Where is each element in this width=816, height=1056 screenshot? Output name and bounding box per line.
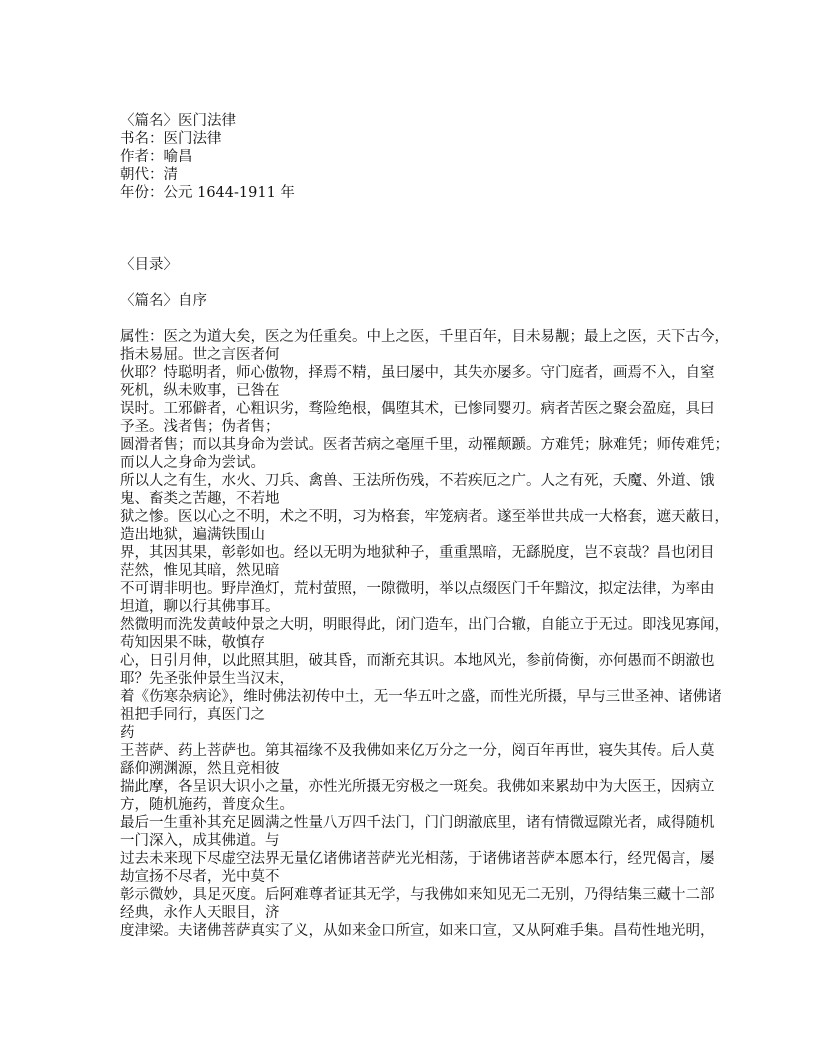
body-line: 茫然，惟见其暗，然见暗 [120,563,280,579]
body-line: 界，其因其果，彰彰如也。经以无明为地狱种子，重重黑暗，无繇脱度，岂不哀哉？昌也闭目 [120,545,715,561]
body-line: 着《伤寒杂病论》，维时佛法初传中土，无一华五叶之盛，而性光所摄，早与三世圣神、诸佛诸 [120,689,722,705]
body-line: 坦道，聊以行其佛事耳。 [120,599,280,615]
body-line: 所以人之有生，水火、刀兵、禽兽、王法所伤残，不若疾厄之广。人之有死，夭魔、外道、饿 [120,473,715,489]
body-line: 过去未来现下尽虚空法界无量亿诸佛诸菩萨光光相荡，于诸佛诸菩萨本愿本行，经咒偈言，屡 [120,851,715,867]
body-line: 误时。工邪僻者，心粗识劣，骛险绝根，偶堕其术，已惨同婴刃。病者苦医之聚会盈庭，具曰 [120,401,715,417]
body-line: 而以人之身命为尝试。 [120,455,265,471]
body-line: 然微明而洗发黄岐仲景之大明，明眼得此，闭门造车，出门合辙，自能立于无过。即浅见寡闻， [120,617,729,633]
body-line: 不可谓非明也。野岸渔灯，荒村萤照，一隙微明，举以点缀医门千年黯汶，拟定法律，为率由 [120,581,715,597]
body-line: 最后一生重补其充足圆满之性量八万四千法门，门门朗澈底里，诸有情微逗隙光者，咸得随机 [120,815,715,831]
body-line: 圆滑者售；而以其身命为尝试。医者苦病之毫厘千里，动罹颠踬。方难凭；脉难凭；师传难凭； [120,437,729,453]
book-name: 书名：医门法律 [120,131,222,147]
years: 年份：公元 1644-1911 年 [120,185,295,201]
metadata-block [120,112,700,202]
body-line: 死机，纵未败事，已咎在 [120,383,280,399]
body-line: 繇仰溯渊源，然且竞相彼 [120,761,280,777]
section-tag: 〈篇名〉自序 [120,293,207,309]
body-line: 祖把手同行，真医门之 [120,707,265,723]
body-line: 狱之惨。医以心之不明，术之不明，习为格套，牢笼病者。遂至举世共成一大格套，遮天蔽日， [120,509,729,525]
body-line: 耶？先圣张仲景生当汉末， [120,671,294,687]
document-page [120,112,729,940]
body-line: 苟知因果不昧，敬慎存 [120,635,265,651]
body-line: 一门深入，成其佛道。与 [120,833,280,849]
body-line: 指未易屈。世之言医者何 [120,347,280,363]
body-line: 药 [120,725,135,741]
toc-tag: 〈目录〉 [120,257,178,273]
body-line: 劫宣扬不尽者，光中莫不 [120,869,280,885]
body-line: 属性：医之为道大矣，医之为任重矣。中上之医，千里百年，目未易觏；最上之医，天下古今， [120,329,729,345]
body-line: 心，日引月伸，以此照其胆，破其昏，而渐充其识。本地风光，参前倚衡，亦何愚而不朗澈也 [120,653,715,669]
body-line: 揣此摩，各呈识大识小之量，亦性光所摄无穷极之一斑矣。我佛如来累劫中为大医王，因病立 [120,779,715,795]
body-text [120,328,729,940]
body-line: 鬼、畜类之苦趣，不若地 [120,491,280,507]
author: 作者：喻昌 [120,149,193,165]
body-line: 彰示微妙，具足灭度。后阿难尊者证其无学，与我佛如来知见无二无别，乃得结集三藏十二部 [120,887,715,903]
dynasty: 朝代：清 [120,167,178,183]
body-line: 经典，永作人天眼目，济 [120,905,280,921]
body-line: 造出地狱，遍满铁围山 [120,527,265,543]
body-line: 王菩萨、药上菩萨也。第其福缘不及我佛如来亿万分之一分，阅百年再世，寝失其传。后人莫 [120,743,715,759]
body-line: 伙耶？恃聪明者，师心傲物，择焉不精，虽曰屡中，其失亦屡多。守门庭者，画焉不入，自窒 [120,365,715,381]
body-line: 度津梁。夫诸佛菩萨真实了义，从如来金口所宣，如来口宣，又从阿难手集。昌苟性地光明， [120,923,715,939]
body-line: 予圣。浅者售；伪者售； [120,419,280,435]
body-line: 方，随机施药，普度众生。 [120,797,294,813]
title-tag: 〈篇名〉医门法律 [120,113,236,129]
